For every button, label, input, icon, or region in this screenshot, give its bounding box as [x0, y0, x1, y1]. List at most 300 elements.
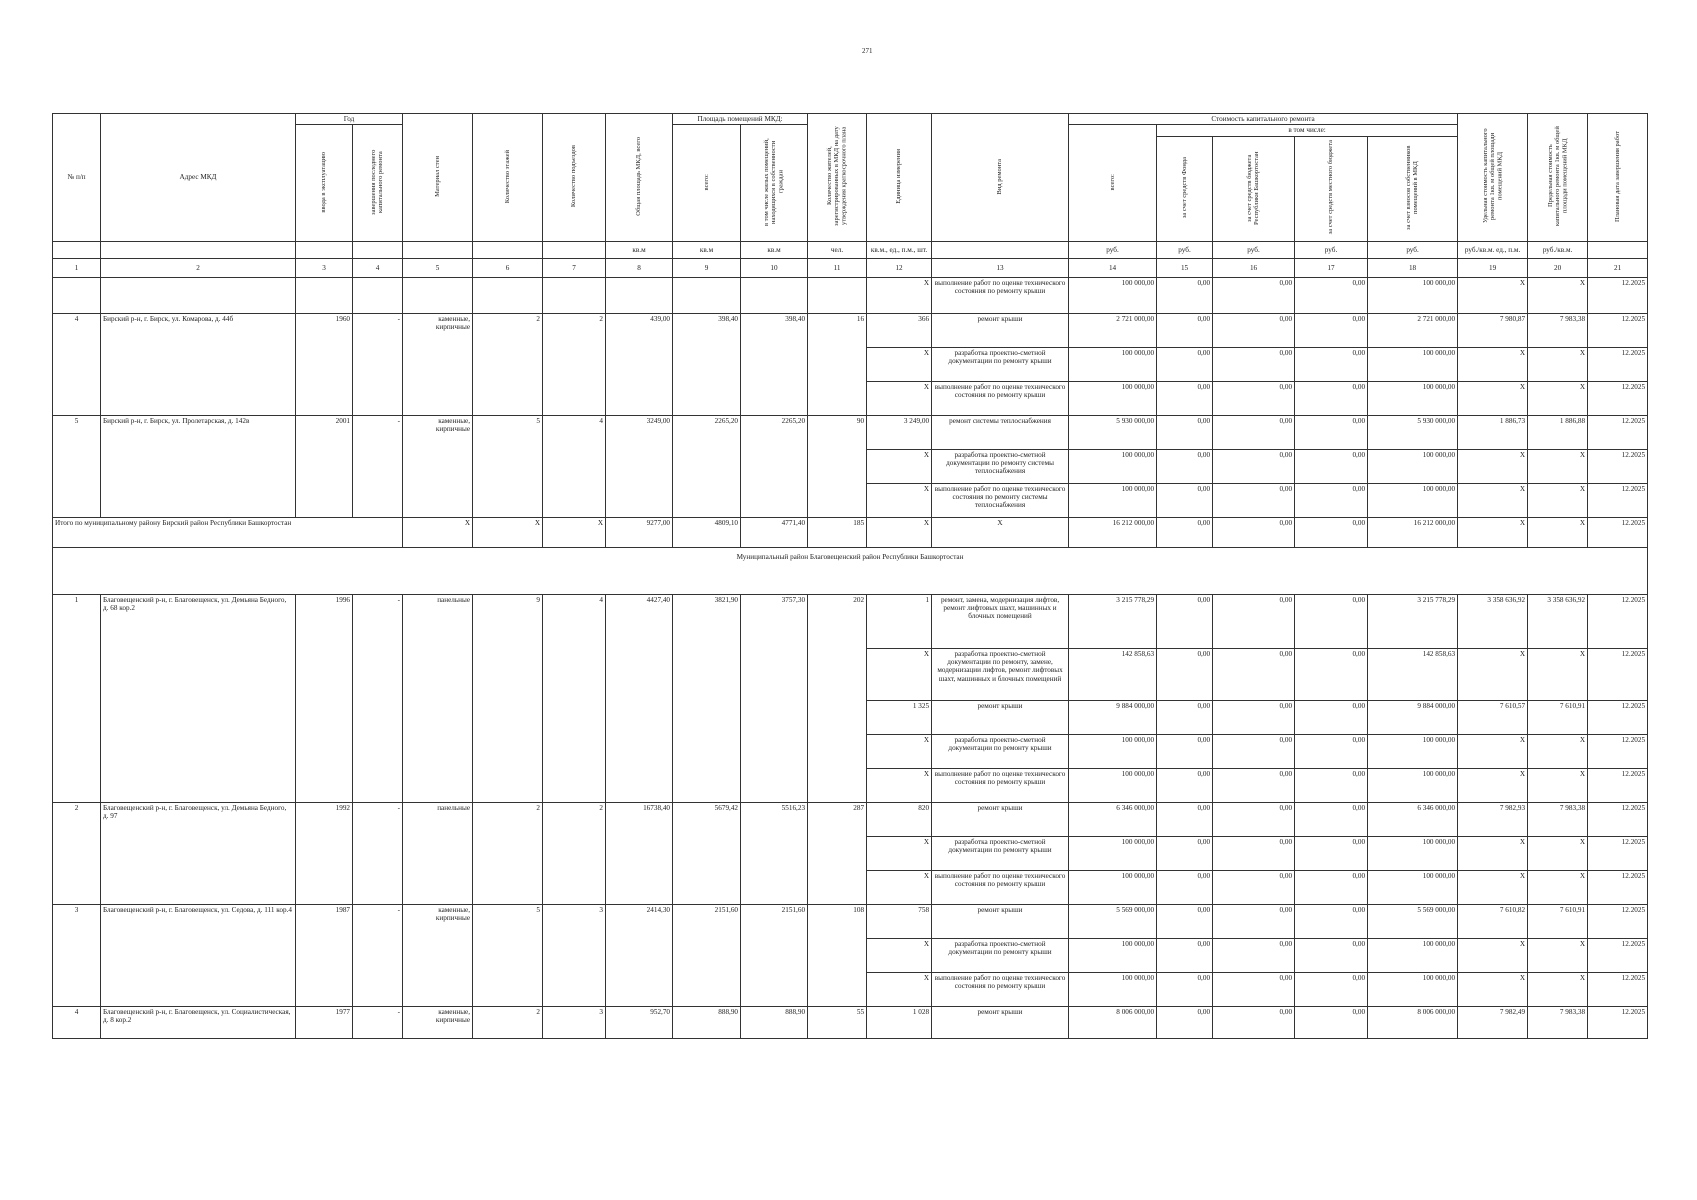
empty-cell — [543, 277, 606, 313]
unit-value-cell: 3 249,00 — [867, 415, 932, 449]
premises-residential-cell: 5516,23 — [741, 802, 808, 904]
entrances-cell: X — [543, 517, 606, 547]
repair-type-cell: выполнение работ по оценке технического состояния по ремонту крыши — [932, 870, 1069, 904]
cost-total-cell: 3 215 778,29 — [1069, 594, 1157, 648]
unit-value-cell: X — [867, 734, 932, 768]
cost-republic-cell: 0,00 — [1213, 734, 1295, 768]
cost-local-cell: 0,00 — [1295, 594, 1368, 648]
row-number-cell: 5 — [53, 415, 101, 517]
entrances-cell: 2 — [543, 313, 606, 415]
wall-material-cell: панельные — [403, 594, 473, 802]
deadline-cell: 12.2025 — [1588, 347, 1648, 381]
empty-cell — [473, 277, 543, 313]
cost-fund-cell: 0,00 — [1157, 648, 1213, 700]
cost-owners-cell: 100 000,00 — [1368, 734, 1458, 768]
total-label-cell: Итого по муниципальному району Бирский район Республики Башкортостан — [53, 517, 403, 547]
cost-republic-cell: 0,00 — [1213, 938, 1295, 972]
repair-type-cell: разработка проектно-сметной документации по ремонту, замене, модернизации лифтов, ремонт лифтовых шахт, машинных и блочных помещений — [932, 648, 1069, 700]
column-number: 5 — [403, 258, 473, 277]
empty-cell — [353, 277, 403, 313]
header-address: Адрес МКД — [101, 114, 296, 242]
table-row — [53, 802, 1648, 836]
header-cost-republic: за счет средств бюджета Республики Башкортостан — [1213, 136, 1295, 241]
cost-total-cell: 5 569 000,00 — [1069, 904, 1157, 938]
header-cost-fund: за счет средств Фонда — [1157, 136, 1213, 241]
header-entrances: Количество подъездов — [543, 114, 606, 242]
cost-local-cell: 0,00 — [1295, 734, 1368, 768]
cost-republic-cell: 0,00 — [1213, 768, 1295, 802]
unit-cost-cell: X — [1458, 648, 1528, 700]
column-number: 7 — [543, 258, 606, 277]
cost-fund-cell: 0,00 — [1157, 802, 1213, 836]
cost-republic-cell: 0,00 — [1213, 904, 1295, 938]
column-number: 16 — [1213, 258, 1295, 277]
column-number: 18 — [1368, 258, 1458, 277]
floors-cell: 5 — [473, 415, 543, 517]
entrances-cell: 3 — [543, 904, 606, 1006]
premises-residential-cell: 398,40 — [741, 313, 808, 415]
cost-total-cell: 100 000,00 — [1069, 870, 1157, 904]
repair-type-cell: выполнение работ по оценке технического состояния по ремонту крыши — [932, 277, 1069, 313]
floors-cell: 2 — [473, 1006, 543, 1038]
unit-value-cell: X — [867, 972, 932, 1006]
column-number: 2 — [101, 258, 296, 277]
table-row — [53, 415, 1648, 449]
cost-republic-cell: 0,00 — [1213, 836, 1295, 870]
residents-cell: 185 — [808, 517, 867, 547]
premises-total-cell: 398,40 — [673, 313, 741, 415]
section-row — [53, 547, 1648, 594]
cost-republic-cell: 0,00 — [1213, 870, 1295, 904]
cost-fund-cell: 0,00 — [1157, 768, 1213, 802]
header-deadline: Плановая дата завершения работ — [1588, 114, 1648, 242]
unit-cost-cell: X — [1458, 734, 1528, 768]
residents-cell: 202 — [808, 594, 867, 802]
max-cost-cell: X — [1528, 449, 1588, 483]
cost-owners-cell: 5 930 000,00 — [1368, 415, 1458, 449]
empty-cell — [53, 277, 101, 313]
cost-total-cell: 142 858,63 — [1069, 648, 1157, 700]
total-area-cell: 3249,00 — [606, 415, 673, 517]
unit-cost-cell: 3 358 636,92 — [1458, 594, 1528, 648]
repair-type-cell: выполнение работ по оценке технического состояния по ремонту крыши — [932, 381, 1069, 415]
max-cost-cell: X — [1528, 347, 1588, 381]
repair-type-cell: ремонт крыши — [932, 313, 1069, 347]
deadline-cell: 12.2025 — [1588, 277, 1648, 313]
header-total-area: Общая площадь МКД, всего — [606, 114, 673, 242]
cost-owners-cell: 100 000,00 — [1368, 938, 1458, 972]
cost-owners-cell: 100 000,00 — [1368, 449, 1458, 483]
deadline-cell: 12.2025 — [1588, 938, 1648, 972]
unit-cost-cell: X — [1458, 938, 1528, 972]
floors-cell: X — [473, 517, 543, 547]
unit-value-cell: X — [867, 517, 932, 547]
empty-cell — [296, 277, 353, 313]
address-cell: Благовещенский р-н, г. Благовещенск, ул. Демьяна Бедного, д. 97 — [101, 802, 296, 904]
section-title-cell: Муниципальный район Благовещенский район Республики Башкортостан — [53, 547, 1648, 594]
unit-cost-cell: 7 982,49 — [1458, 1006, 1528, 1038]
cost-owners-cell: 16 212 000,00 — [1368, 517, 1458, 547]
deadline-cell: 12.2025 — [1588, 768, 1648, 802]
residents-cell: 16 — [808, 313, 867, 415]
unit-cost-cell: X — [1458, 449, 1528, 483]
cost-owners-cell: 100 000,00 — [1368, 870, 1458, 904]
max-cost-cell: 7 610,91 — [1528, 904, 1588, 938]
column-number: 10 — [741, 258, 808, 277]
cost-republic-cell: 0,00 — [1213, 313, 1295, 347]
unit-cost-cell: X — [1458, 870, 1528, 904]
header-cost-group: Стоимость капитального ремонта — [1069, 114, 1458, 125]
max-cost-cell: X — [1528, 483, 1588, 517]
column-number: 3 — [296, 258, 353, 277]
header-year-group: Год — [296, 114, 403, 125]
table-body — [53, 258, 1648, 1038]
cost-total-cell: 5 930 000,00 — [1069, 415, 1157, 449]
total-area-cell: 16738,40 — [606, 802, 673, 904]
max-cost-cell: X — [1528, 648, 1588, 700]
cost-owners-cell: 6 346 000,00 — [1368, 802, 1458, 836]
deadline-cell: 12.2025 — [1588, 870, 1648, 904]
deadline-cell: 12.2025 — [1588, 836, 1648, 870]
year-commission-cell: 1996 — [296, 594, 353, 802]
repair-type-cell: ремонт крыши — [932, 802, 1069, 836]
cost-local-cell: 0,00 — [1295, 483, 1368, 517]
cost-republic-cell: 0,00 — [1213, 802, 1295, 836]
total-area-cell: 4427,40 — [606, 594, 673, 802]
cost-local-cell: 0,00 — [1295, 449, 1368, 483]
header-including: в том числе: — [1157, 125, 1458, 136]
unit-cell: чел. — [808, 241, 867, 258]
unit-cell: кв.м — [606, 241, 673, 258]
cost-total-cell: 100 000,00 — [1069, 277, 1157, 313]
repair-type-cell: разработка проектно-сметной документации по ремонту крыши — [932, 734, 1069, 768]
header-unit-cost: Удельная стоимость капитального ремонта 1кв. м общей площади помещений МКД — [1458, 114, 1528, 242]
deadline-cell: 12.2025 — [1588, 1006, 1648, 1038]
cost-fund-cell: 0,00 — [1157, 381, 1213, 415]
column-number: 21 — [1588, 258, 1648, 277]
empty-cell — [741, 277, 808, 313]
unit-cost-cell: 7 982,93 — [1458, 802, 1528, 836]
cost-republic-cell: 0,00 — [1213, 648, 1295, 700]
deadline-cell: 12.2025 — [1588, 313, 1648, 347]
max-cost-cell: X — [1528, 836, 1588, 870]
deadline-cell: 12.2025 — [1588, 802, 1648, 836]
entrances-cell: 3 — [543, 1006, 606, 1038]
year-commission-cell: 1987 — [296, 904, 353, 1006]
cost-fund-cell: 0,00 — [1157, 836, 1213, 870]
year-commission-cell: 1977 — [296, 1006, 353, 1038]
deadline-cell: 12.2025 — [1588, 381, 1648, 415]
cost-fund-cell: 0,00 — [1157, 594, 1213, 648]
cost-owners-cell: 100 000,00 — [1368, 347, 1458, 381]
unit-value-cell: X — [867, 768, 932, 802]
cost-total-cell: 16 212 000,00 — [1069, 517, 1157, 547]
cost-fund-cell: 0,00 — [1157, 483, 1213, 517]
cost-total-cell: 100 000,00 — [1069, 347, 1157, 381]
unit-cost-cell: X — [1458, 347, 1528, 381]
deadline-cell: 12.2025 — [1588, 972, 1648, 1006]
address-cell: Бирский р-н, г. Бирск, ул. Пролетарская, д. 142в — [101, 415, 296, 517]
cost-owners-cell: 3 215 778,29 — [1368, 594, 1458, 648]
premises-total-cell: 4809,10 — [673, 517, 741, 547]
header-cost-owners: за счет взносов собственников помещений в МКД — [1368, 136, 1458, 241]
cost-local-cell: 0,00 — [1295, 415, 1368, 449]
header-cost-total: всего: — [1069, 125, 1157, 242]
floors-cell: 2 — [473, 313, 543, 415]
column-number: 12 — [867, 258, 932, 277]
column-number: 6 — [473, 258, 543, 277]
unit-value-cell: 1 — [867, 594, 932, 648]
column-numbers-row — [53, 258, 1648, 277]
cost-owners-cell: 2 721 000,00 — [1368, 313, 1458, 347]
cost-local-cell: 0,00 — [1295, 277, 1368, 313]
repair-type-cell: ремонт крыши — [932, 904, 1069, 938]
unit-cell: кв.м — [673, 241, 741, 258]
cost-republic-cell: 0,00 — [1213, 381, 1295, 415]
premises-residential-cell: 3757,30 — [741, 594, 808, 802]
premises-total-cell: 2151,60 — [673, 904, 741, 1006]
premises-total-cell: 3821,90 — [673, 594, 741, 802]
cost-owners-cell: 100 000,00 — [1368, 768, 1458, 802]
cost-local-cell: 0,00 — [1295, 904, 1368, 938]
cost-local-cell: 0,00 — [1295, 870, 1368, 904]
unit-value-cell: 820 — [867, 802, 932, 836]
total-area-cell: 439,00 — [606, 313, 673, 415]
empty-cell — [673, 277, 741, 313]
header-premises-group: Площадь помещений МКД: — [673, 114, 808, 125]
cost-fund-cell: 0,00 — [1157, 904, 1213, 938]
wall-material-cell: каменные, кирпичные — [403, 1006, 473, 1038]
cost-fund-cell: 0,00 — [1157, 972, 1213, 1006]
max-cost-cell: 7 610,91 — [1528, 700, 1588, 734]
unit-value-cell: X — [867, 449, 932, 483]
cost-total-cell: 2 721 000,00 — [1069, 313, 1157, 347]
unit-cell: руб./кв.м. ед., п.м. — [1458, 241, 1528, 258]
address-cell: Благовещенский р-н, г. Благовещенск, ул. Демьяна Бедного, д. 68 кор.2 — [101, 594, 296, 802]
repair-plan-table — [52, 113, 1648, 1039]
cost-owners-cell: 100 000,00 — [1368, 277, 1458, 313]
year-last-repair-cell: - — [353, 313, 403, 415]
cost-fund-cell: 0,00 — [1157, 938, 1213, 972]
cost-total-cell: 100 000,00 — [1069, 381, 1157, 415]
entrances-cell: 4 — [543, 594, 606, 802]
cost-owners-cell: 100 000,00 — [1368, 972, 1458, 1006]
floors-cell: 5 — [473, 904, 543, 1006]
deadline-cell: 12.2025 — [1588, 594, 1648, 648]
repair-type-cell: X — [932, 517, 1069, 547]
total-area-cell: 2414,30 — [606, 904, 673, 1006]
cost-total-cell: 6 346 000,00 — [1069, 802, 1157, 836]
cost-fund-cell: 0,00 — [1157, 277, 1213, 313]
unit-cell: руб. — [1295, 241, 1368, 258]
empty-cell — [101, 277, 296, 313]
repair-type-cell: выполнение работ по оценке технического состояния по ремонту системы теплоснабжения — [932, 483, 1069, 517]
year-commission-cell: 2001 — [296, 415, 353, 517]
unit-cost-cell: X — [1458, 768, 1528, 802]
max-cost-cell: 1 886,88 — [1528, 415, 1588, 449]
unit-cost-cell: X — [1458, 972, 1528, 1006]
cost-total-cell: 100 000,00 — [1069, 938, 1157, 972]
column-number: 17 — [1295, 258, 1368, 277]
premises-total-cell: 888,90 — [673, 1006, 741, 1038]
unit-cell: руб. — [1069, 241, 1157, 258]
premises-residential-cell: 2265,20 — [741, 415, 808, 517]
unit-cost-cell: 7 610,82 — [1458, 904, 1528, 938]
row-number-cell: 4 — [53, 1006, 101, 1038]
cost-republic-cell: 0,00 — [1213, 277, 1295, 313]
unit-cost-cell: X — [1458, 277, 1528, 313]
cost-fund-cell: 0,00 — [1157, 415, 1213, 449]
max-cost-cell: 3 358 636,92 — [1528, 594, 1588, 648]
deadline-cell: 12.2025 — [1588, 449, 1648, 483]
header-wall-material: Материал стен — [403, 114, 473, 242]
max-cost-cell: X — [1528, 938, 1588, 972]
row-number-cell: 2 — [53, 802, 101, 904]
header-year-last-repair: завершения последнего капитального ремонта — [353, 125, 403, 242]
deadline-cell: 12.2025 — [1588, 517, 1648, 547]
cost-fund-cell: 0,00 — [1157, 870, 1213, 904]
cost-total-cell: 100 000,00 — [1069, 768, 1157, 802]
column-number: 13 — [932, 258, 1069, 277]
unit-value-cell: X — [867, 938, 932, 972]
total-area-cell: 9277,00 — [606, 517, 673, 547]
header-floors: Количество этажей — [473, 114, 543, 242]
year-commission-cell: 1992 — [296, 802, 353, 904]
deadline-cell: 12.2025 — [1588, 483, 1648, 517]
cost-republic-cell: 0,00 — [1213, 483, 1295, 517]
column-number: 15 — [1157, 258, 1213, 277]
premises-residential-cell: 888,90 — [741, 1006, 808, 1038]
address-cell: Благовещенский р-н, г. Благовещенск, ул. Социалистическая, д. 8 кор.2 — [101, 1006, 296, 1038]
cost-republic-cell: 0,00 — [1213, 1006, 1295, 1038]
floors-cell: 9 — [473, 594, 543, 802]
unit-value-cell: X — [867, 870, 932, 904]
floors-cell: 2 — [473, 802, 543, 904]
residents-cell: 287 — [808, 802, 867, 904]
column-number: 9 — [673, 258, 741, 277]
unit-cost-cell: X — [1458, 517, 1528, 547]
cost-republic-cell: 0,00 — [1213, 700, 1295, 734]
cost-fund-cell: 0,00 — [1157, 700, 1213, 734]
page-number: 271 — [862, 47, 873, 55]
header-residents: Количество жителей, зарегистрированных в МКД на дату утверждения краткосрочного плана — [808, 114, 867, 242]
unit-value-cell: X — [867, 648, 932, 700]
repair-type-cell: разработка проектно-сметной документации по ремонту системы теплоснабжения — [932, 449, 1069, 483]
cost-republic-cell: 0,00 — [1213, 517, 1295, 547]
column-number: 20 — [1528, 258, 1588, 277]
cost-local-cell: 0,00 — [1295, 313, 1368, 347]
residents-cell: 55 — [808, 1006, 867, 1038]
cost-republic-cell: 0,00 — [1213, 347, 1295, 381]
empty-cell — [403, 277, 473, 313]
unit-cost-cell: X — [1458, 381, 1528, 415]
cost-fund-cell: 0,00 — [1157, 449, 1213, 483]
repair-type-cell: выполнение работ по оценке технического состояния по ремонту крыши — [932, 972, 1069, 1006]
repair-type-cell: разработка проектно-сметной документации по ремонту крыши — [932, 347, 1069, 381]
table-row — [53, 1006, 1648, 1038]
max-cost-cell: X — [1528, 734, 1588, 768]
unit-cell: руб. — [1213, 241, 1295, 258]
unit-cost-cell: X — [1458, 483, 1528, 517]
cost-fund-cell: 0,00 — [1157, 734, 1213, 768]
cost-total-cell: 100 000,00 — [1069, 836, 1157, 870]
year-last-repair-cell: - — [353, 1006, 403, 1038]
cost-owners-cell: 142 858,63 — [1368, 648, 1458, 700]
table-row — [53, 904, 1648, 938]
cost-total-cell: 9 884 000,00 — [1069, 700, 1157, 734]
cost-local-cell: 0,00 — [1295, 768, 1368, 802]
empty-cell — [606, 277, 673, 313]
header-year-commission: ввода в эксплуатацию — [296, 125, 353, 242]
cost-owners-cell: 100 000,00 — [1368, 381, 1458, 415]
cost-total-cell: 100 000,00 — [1069, 483, 1157, 517]
cost-fund-cell: 0,00 — [1157, 517, 1213, 547]
unit-value-cell: X — [867, 836, 932, 870]
column-number: 11 — [808, 258, 867, 277]
empty-cell — [808, 277, 867, 313]
cost-fund-cell: 0,00 — [1157, 313, 1213, 347]
column-number: 8 — [606, 258, 673, 277]
cost-local-cell: 0,00 — [1295, 381, 1368, 415]
max-cost-cell: X — [1528, 870, 1588, 904]
entrances-cell: 2 — [543, 802, 606, 904]
deadline-cell: 12.2025 — [1588, 415, 1648, 449]
units-row — [53, 241, 1648, 258]
column-number: 4 — [353, 258, 403, 277]
cost-republic-cell: 0,00 — [1213, 972, 1295, 1006]
table-row — [53, 313, 1648, 347]
address-cell: Бирский р-н, г. Бирск, ул. Комарова, д. 44б — [101, 313, 296, 415]
wall-material-cell: каменные, кирпичные — [403, 904, 473, 1006]
column-number: 19 — [1458, 258, 1528, 277]
header-max-cost: Предельная стоимость капитального ремонта 1кв. м общей площади помещений МКД — [1528, 114, 1588, 242]
cost-fund-cell: 0,00 — [1157, 1006, 1213, 1038]
table-row — [53, 594, 1648, 648]
cost-local-cell: 0,00 — [1295, 802, 1368, 836]
total-row — [53, 517, 1648, 547]
wall-material-cell: X — [403, 517, 473, 547]
cost-fund-cell: 0,00 — [1157, 347, 1213, 381]
unit-cell: руб./кв.м. — [1528, 241, 1588, 258]
unit-value-cell: 1 325 — [867, 700, 932, 734]
unit-value-cell: X — [867, 347, 932, 381]
cost-local-cell: 0,00 — [1295, 836, 1368, 870]
unit-value-cell: X — [867, 277, 932, 313]
deadline-cell: 12.2025 — [1588, 648, 1648, 700]
column-number: 14 — [1069, 258, 1157, 277]
cost-total-cell: 8 006 000,00 — [1069, 1006, 1157, 1038]
cost-republic-cell: 0,00 — [1213, 594, 1295, 648]
unit-cost-cell: 1 886,73 — [1458, 415, 1528, 449]
cost-owners-cell: 8 006 000,00 — [1368, 1006, 1458, 1038]
cost-local-cell: 0,00 — [1295, 1006, 1368, 1038]
cost-local-cell: 0,00 — [1295, 700, 1368, 734]
premises-residential-cell: 4771,40 — [741, 517, 808, 547]
row-number-cell: 4 — [53, 313, 101, 415]
repair-type-cell: ремонт крыши — [932, 700, 1069, 734]
wall-material-cell: каменные, кирпичные — [403, 313, 473, 415]
entrances-cell: 4 — [543, 415, 606, 517]
column-number: 1 — [53, 258, 101, 277]
premises-total-cell: 5679,42 — [673, 802, 741, 904]
max-cost-cell: X — [1528, 381, 1588, 415]
cost-local-cell: 0,00 — [1295, 517, 1368, 547]
unit-cost-cell: 7 610,57 — [1458, 700, 1528, 734]
deadline-cell: 12.2025 — [1588, 904, 1648, 938]
cost-total-cell: 100 000,00 — [1069, 734, 1157, 768]
table-header — [53, 114, 1648, 259]
max-cost-cell: 7 983,38 — [1528, 1006, 1588, 1038]
